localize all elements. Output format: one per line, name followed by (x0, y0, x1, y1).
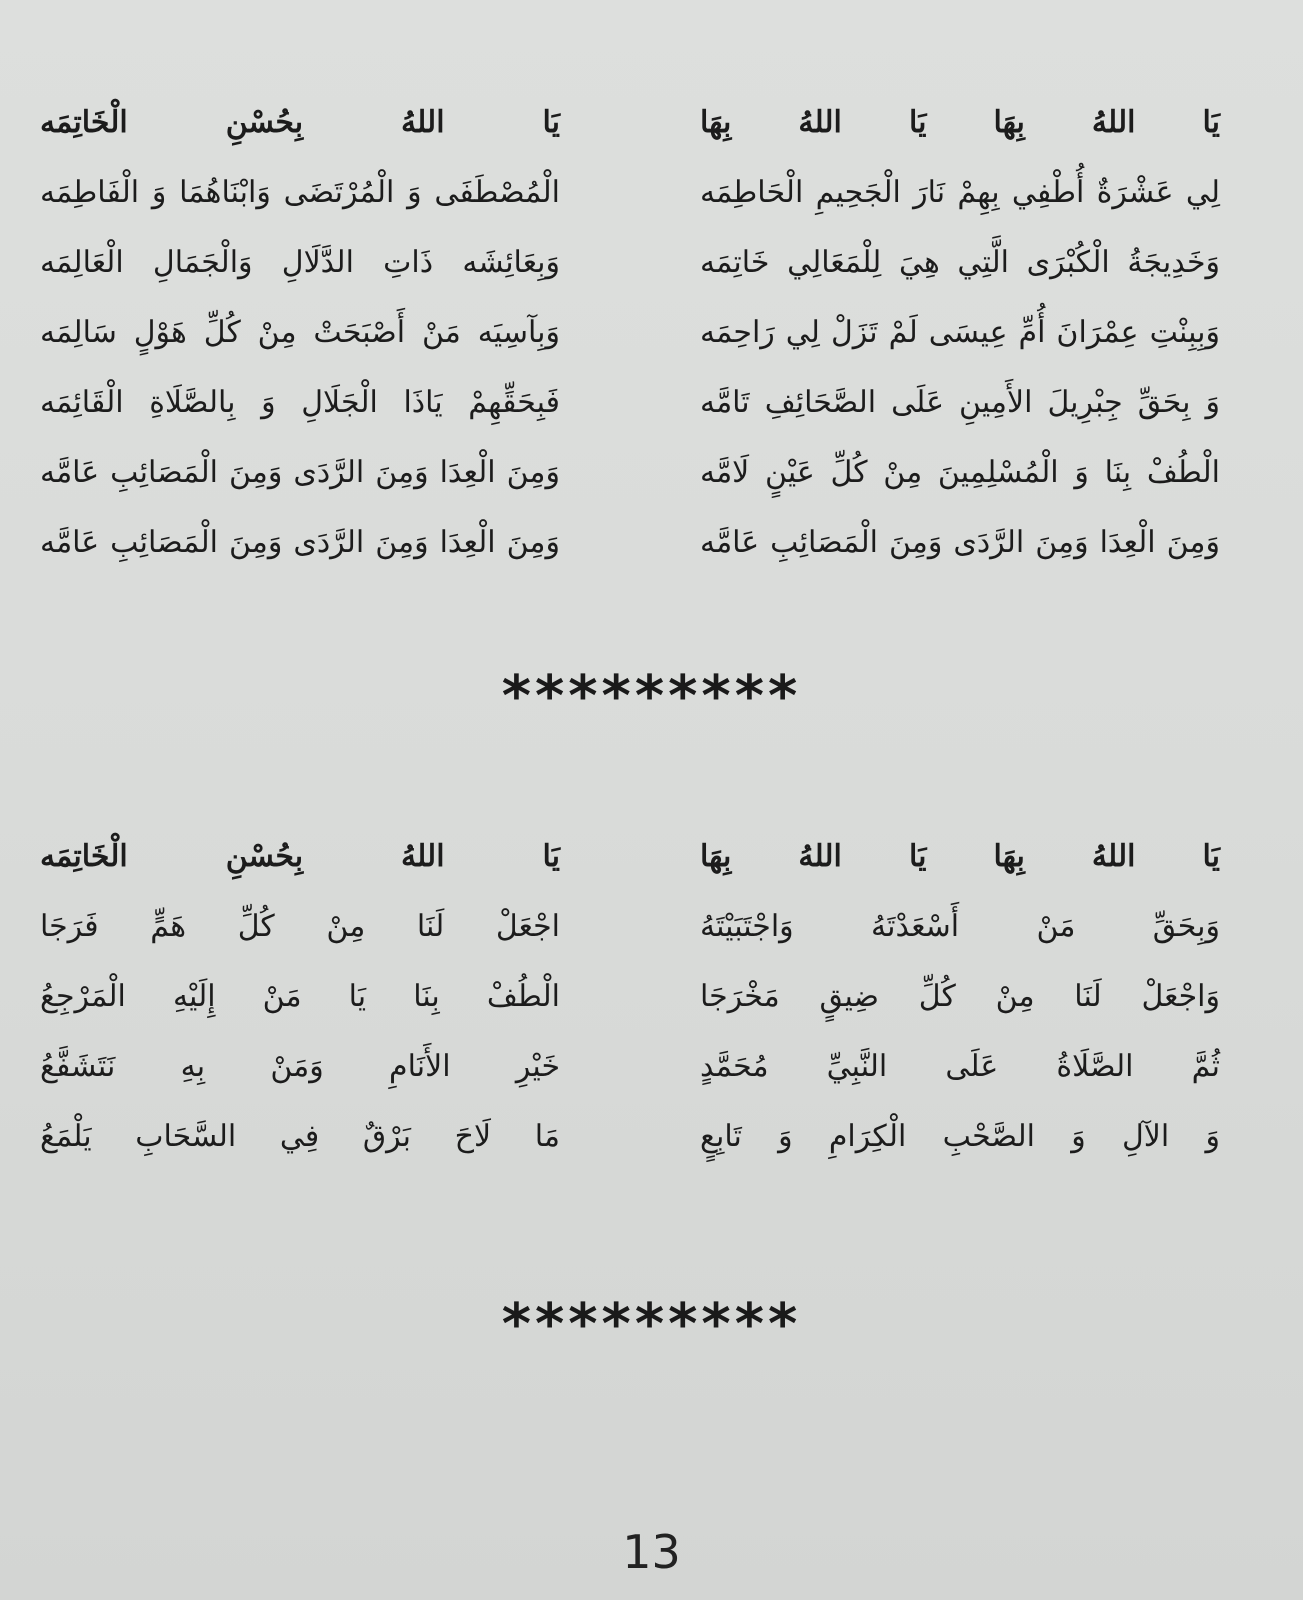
verse-left-hemistich: اجْعَلْ لَنَا مِنْ كُلِّ هَمٍّ فَرَجَا (40, 909, 560, 944)
verse-line (40, 508, 1220, 578)
verse-line (40, 368, 1220, 438)
stanza-2 (40, 822, 1220, 1172)
refrain-left-hemistich: يَا اللهُ بِحُسْنِ الْخَاتِمَه (40, 839, 560, 874)
verse-right-hemistich: وَ بِحَقِّ جِبْرِيلَ الأَمِينِ عَلَى الصَّحَائِفِ تَامَّه (700, 385, 1220, 420)
verse-left-hemistich: وَبِعَائِشَه ذَاتِ الدَّلَالِ وَالْجَمَالِ الْعَالِمَه (40, 245, 560, 280)
verse-right-hemistich: وَبِبِنْتِ عِمْرَانَ أُمِّ عِيسَى لَمْ تَزَلْ لِي رَاحِمَه (700, 315, 1220, 350)
verse-left-hemistich: الْمُصْطَفَى وَ الْمُرْتَضَى وَابْنَاهُمَا وَ الْفَاطِمَه (40, 175, 560, 210)
verse-line (40, 1032, 1220, 1102)
verse-left-hemistich: فَبِحَقِّهِمْ يَاذَا الْجَلَالِ وَ بِالصَّلَاةِ الْقَائِمَه (40, 385, 560, 420)
refrain-line (40, 822, 1220, 892)
section-divider: ********* (501, 1292, 802, 1357)
verse-line (40, 892, 1220, 962)
verse-right-hemistich: وَ الآلِ وَ الصَّحْبِ الْكِرَامِ وَ تَابِعٍ (700, 1119, 1220, 1154)
stanza-1 (40, 88, 1220, 578)
verse-left-hemistich: مَا لَاحَ بَرْقٌ فِي السَّحَابِ يَلْمَعُ (40, 1119, 560, 1154)
verse-right-hemistich: لِي عَشْرَةٌ أُطْفِي بِهِمْ نَارَ الْجَحِيمِ الْحَاطِمَه (700, 175, 1220, 210)
verse-left-hemistich: وَمِنَ الْعِدَا وَمِنَ الرَّدَى وَمِنَ الْمَصَائِبِ عَامَّه (40, 525, 560, 560)
refrain-left-hemistich: يَا اللهُ بِحُسْنِ الْخَاتِمَه (40, 105, 560, 140)
refrain-right-hemistich: يَا اللهُ بِهَا يَا اللهُ بِهَا (700, 839, 1220, 874)
refrain-line (40, 88, 1220, 158)
section-divider: ********* (501, 664, 802, 729)
verse-left-hemistich: وَمِنَ الْعِدَا وَمِنَ الرَّدَى وَمِنَ الْمَصَائِبِ عَامَّه (40, 455, 560, 490)
verse-line (40, 298, 1220, 368)
verse-right-hemistich: ثُمَّ الصَّلَاةُ عَلَى النَّبِيِّ مُحَمَّدٍ (700, 1049, 1220, 1084)
verse-line (40, 228, 1220, 298)
verse-right-hemistich: وَمِنَ الْعِدَا وَمِنَ الرَّدَى وَمِنَ الْمَصَائِبِ عَامَّه (700, 525, 1220, 560)
verse-left-hemistich: وَبِآسِيَه مَنْ أَصْبَحَتْ مِنْ كُلِّ هَوْلٍ سَالِمَه (40, 315, 560, 350)
verse-left-hemistich: خَيْرِ الأَنَامِ وَمَنْ بِهِ نَتَشَفَّعُ (40, 1049, 560, 1084)
verse-line (40, 962, 1220, 1032)
verse-right-hemistich: وَاجْعَلْ لَنَا مِنْ كُلِّ ضِيقٍ مَخْرَجَا (700, 979, 1220, 1014)
verse-right-hemistich: وَبِحَقِّ مَنْ أَسْعَدْتَهُ وَاجْتَبَيْتَهُ (700, 909, 1220, 944)
verse-line (40, 438, 1220, 508)
verse-line (40, 1102, 1220, 1172)
verse-right-hemistich: الْطُفْ بِنَا وَ الْمُسْلِمِينَ مِنْ كُلِّ عَيْنٍ لَامَّه (700, 455, 1220, 490)
verse-right-hemistich: وَخَدِيجَةُ الْكُبْرَى الَّتِي هِيَ لِلْمَعَالِي خَاتِمَه (700, 245, 1220, 280)
verse-line (40, 158, 1220, 228)
verse-left-hemistich: الْطُفْ بِنَا يَا مَنْ إِلَيْهِ الْمَرْجِعُ (40, 979, 560, 1014)
page-number: 13 (622, 1525, 681, 1579)
refrain-right-hemistich: يَا اللهُ بِهَا يَا اللهُ بِهَا (700, 105, 1220, 140)
